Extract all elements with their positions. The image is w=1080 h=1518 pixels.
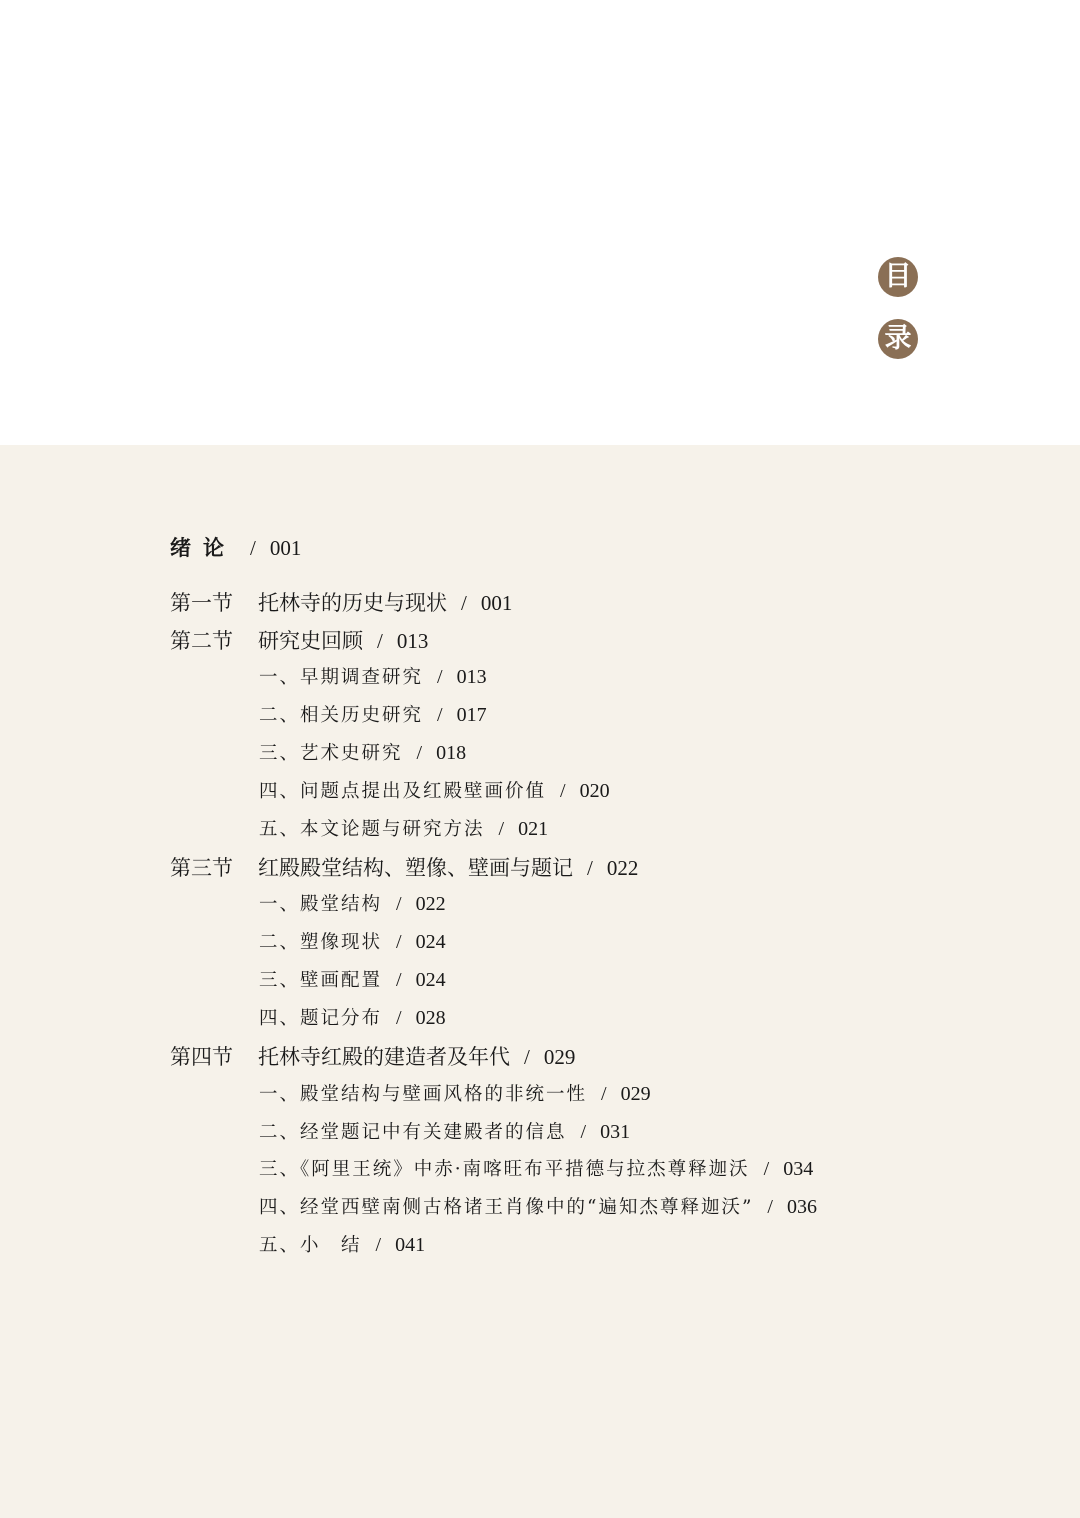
toc-entry-page: 001 <box>480 591 513 615</box>
toc-entry-title: 一、殿堂结构与壁画风格的非统一性 <box>259 1084 588 1105</box>
toc-separator: / <box>437 704 443 726</box>
toc-separator: / <box>396 893 402 915</box>
toc-entry-page: 029 <box>620 1083 651 1105</box>
toc-entry-subsection[interactable] <box>259 928 446 954</box>
toc-entry-number: 第二节 <box>170 629 233 653</box>
toc-entry-title: 红殿殿堂结构、塑像、壁画与题记 <box>258 856 573 880</box>
toc-separator: / <box>377 629 383 653</box>
toc-entry-section-4[interactable] <box>170 1041 575 1071</box>
toc-separator: / <box>437 666 443 688</box>
toc-entry-title: 三、《阿里王统》中赤·南喀旺布平措德与拉杰尊释迦沃 <box>259 1159 750 1180</box>
toc-entry-title: 四、经堂西壁南侧古格诸王肖像中的“遍知杰尊释迦沃” <box>259 1197 754 1218</box>
toc-heading-char-1: 目 <box>878 257 918 297</box>
toc-entry-subsection[interactable] <box>259 701 487 727</box>
toc-entry-page: 024 <box>415 969 446 991</box>
toc-entry-subsection[interactable] <box>259 663 487 689</box>
toc-entry-page: 018 <box>436 742 467 764</box>
toc-entry-subsection[interactable] <box>259 966 446 992</box>
toc-entry-subsection[interactable] <box>259 1080 651 1106</box>
toc-entry-page: 020 <box>579 780 610 802</box>
toc-separator: / <box>396 969 402 991</box>
toc-entry-title: 托林寺的历史与现状 <box>258 591 447 615</box>
toc-separator: / <box>498 818 505 840</box>
toc-entry-intro[interactable] <box>170 532 301 562</box>
toc-entry-title: 研究史回顾 <box>258 629 363 653</box>
toc-entry-title: 绪论 <box>170 535 236 560</box>
toc-entry-subsection[interactable] <box>259 777 610 803</box>
toc-entry-number: 第三节 <box>170 856 233 880</box>
toc-entry-page: 013 <box>456 666 487 688</box>
toc-entry-number: 第四节 <box>170 1045 233 1069</box>
toc-separator: / <box>396 1007 402 1029</box>
toc-entry-title: 三、艺术史研究 <box>259 743 403 764</box>
toc-entry-section-1[interactable] <box>170 587 512 617</box>
toc-heading-char-2: 录 <box>878 319 918 359</box>
toc-entry-title: 四、问题点提出及红殿壁画价值 <box>259 781 547 802</box>
toc-entry-title: 三、壁画配置 <box>259 970 383 991</box>
toc-entry-page: 013 <box>396 629 429 653</box>
toc-separator: / <box>461 591 467 615</box>
toc-entry-title: 二、相关历史研究 <box>259 705 424 726</box>
toc-entry-section-3[interactable] <box>170 852 638 882</box>
toc-entry-page: 021 <box>518 818 549 840</box>
page-header-area <box>0 0 1080 445</box>
toc-entry-subsection[interactable] <box>259 890 446 916</box>
toc-separator: / <box>560 780 566 802</box>
toc-entry-page: 029 <box>543 1045 576 1069</box>
toc-entry-title: 五、小 结 <box>259 1235 362 1256</box>
toc-entry-page: 028 <box>415 1007 446 1029</box>
toc-entry-title: 一、早期调查研究 <box>259 667 424 688</box>
toc-separator: / <box>587 856 593 880</box>
toc-separator: / <box>250 536 256 560</box>
toc-panel <box>0 445 1080 1518</box>
toc-separator: / <box>580 1121 587 1143</box>
toc-separator: / <box>767 1196 773 1218</box>
toc-entry-page: 022 <box>415 893 446 915</box>
toc-entry-subsection[interactable] <box>259 1118 630 1144</box>
toc-entry-page: 041 <box>395 1234 426 1256</box>
toc-entry-page: 001 <box>269 536 302 560</box>
toc-entry-title: 二、塑像现状 <box>259 932 383 953</box>
toc-entry-page: 034 <box>783 1158 814 1180</box>
toc-entry-subsection[interactable] <box>259 1231 425 1257</box>
toc-entry-page: 031 <box>600 1121 631 1143</box>
toc-entry-subsection[interactable] <box>259 1155 813 1181</box>
toc-separator: / <box>601 1083 607 1105</box>
toc-entry-title: 四、题记分布 <box>259 1008 383 1029</box>
toc-separator: / <box>763 1158 770 1180</box>
toc-entry-section-2[interactable] <box>170 625 428 655</box>
toc-entry-page: 036 <box>786 1196 817 1218</box>
toc-entry-title: 五、本文论题与研究方法 <box>259 819 485 840</box>
toc-separator: / <box>524 1045 530 1069</box>
toc-entry-page: 024 <box>415 931 446 953</box>
toc-separator: / <box>375 1234 382 1256</box>
toc-entry-title: 一、殿堂结构 <box>259 894 383 915</box>
toc-entry-page: 017 <box>456 704 487 726</box>
toc-separator: / <box>416 742 423 764</box>
toc-entry-page: 022 <box>606 856 639 880</box>
toc-entry-title: 二、经堂题记中有关建殿者的信息 <box>259 1122 567 1143</box>
toc-separator: / <box>396 931 402 953</box>
toc-entry-subsection[interactable] <box>259 1004 446 1030</box>
toc-entry-subsection[interactable] <box>259 815 548 841</box>
toc-entry-subsection[interactable] <box>259 1193 817 1219</box>
toc-entry-number: 第一节 <box>170 591 233 615</box>
toc-entry-title: 托林寺红殿的建造者及年代 <box>258 1045 510 1069</box>
toc-entry-subsection[interactable] <box>259 739 466 765</box>
